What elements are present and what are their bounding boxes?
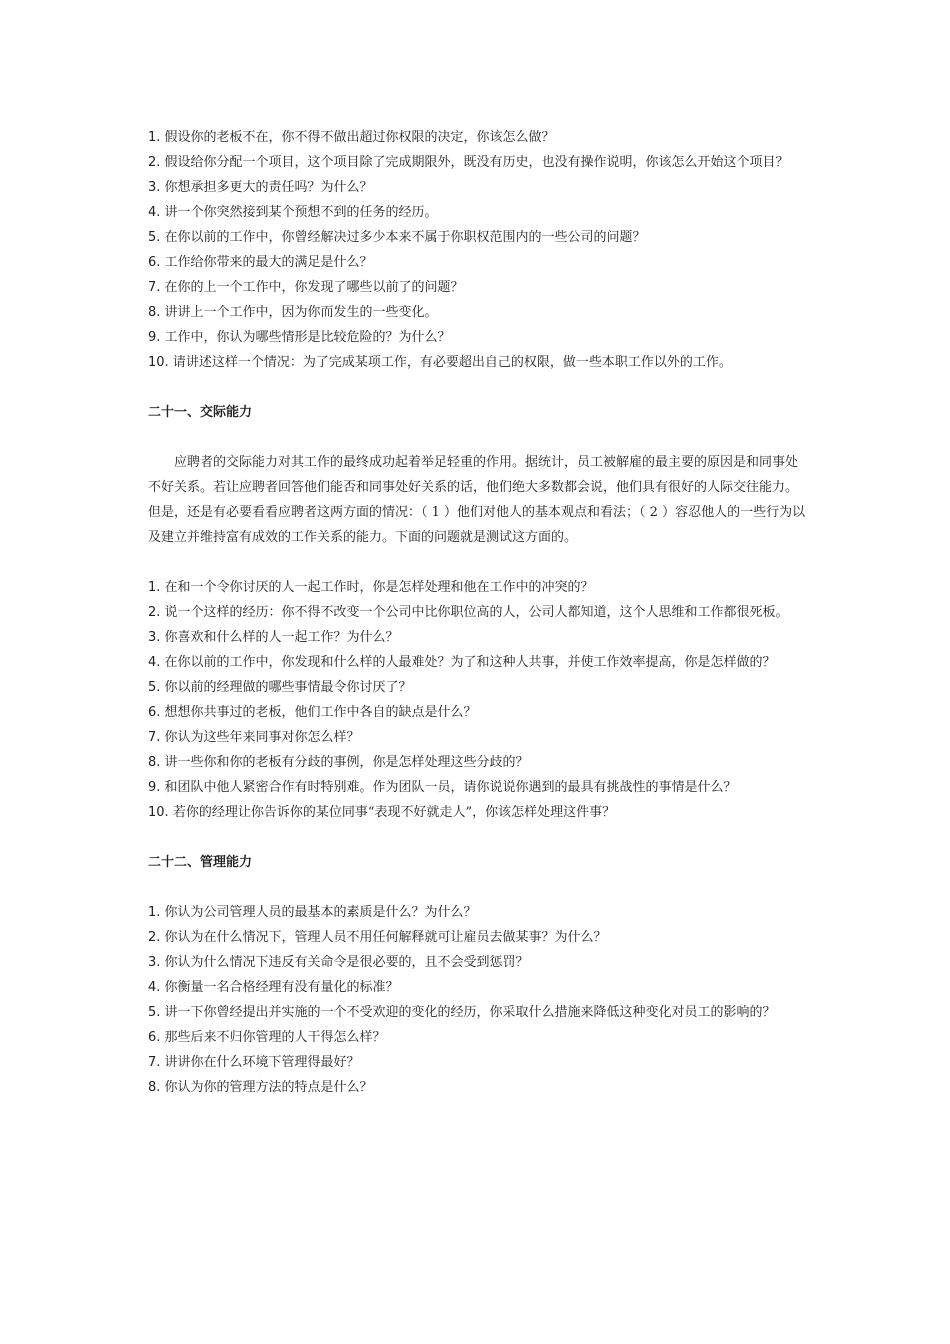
list-item: 4. 在你以前的工作中，你发现和什么样的人最难处？为了和这种人共事，并使工作效率提高，你是怎样做的？ [148, 655, 776, 670]
list-item: 2. 假设给你分配一个项目，这个项目除了完成期限外，既没有历史，也没有操作说明，你该怎么开始这个项目？ [148, 155, 789, 170]
list-item: 1. 假设你的老板不在，你不得不做出超过你权限的决定，你该怎么做？ [148, 130, 555, 145]
list-item: 3. 你认为什么情况下违反有关命令是很必要的，且不会受到惩罚？ [148, 955, 529, 970]
list-item: 8. 讲一些你和你的老板有分歧的事例，你是怎样处理这些分歧的？ [148, 755, 529, 770]
section-heading: 二十一、交际能力 [148, 405, 253, 420]
list-item: 5. 你以前的经理做的哪些事情最令你讨厌了？ [148, 680, 412, 695]
list-item: 4. 讲一个你突然接到某个预想不到的任务的经历。 [148, 205, 438, 220]
section-21-list [148, 575, 808, 825]
list-item: 10. 若你的经理让你告诉你的某位同事“表现不好就走人”，你该怎样处理这件事？ [148, 805, 616, 820]
list-item: 1. 在和一个令你讨厌的人一起工作时，你是怎样处理和他在工作中的冲突的？ [148, 580, 594, 595]
list-item: 5. 讲一下你曾经提出并实施的一个不受欢迎的变化的经历，你采取什么措施来降低这种变化对员工的影响的？ [148, 1005, 776, 1020]
list-item: 6. 那些后来不归你管理的人干得怎么样？ [148, 1030, 386, 1045]
list-item: 8. 讲讲上一个工作中，因为你而发生的一些变化。 [148, 305, 438, 320]
list-item: 7. 讲讲你在什么环境下管理得最好？ [148, 1055, 360, 1070]
list-item: 8. 你认为你的管理方法的特点是什么？ [148, 1080, 373, 1095]
list-item: 9. 和团队中他人紧密合作有时特别难。作为团队一员，请你说说你遇到的最具有挑战性的事情是什么？ [148, 780, 737, 795]
section-intro-paragraph: 应聘者的交际能力对其工作的最终成功起着举足轻重的作用。据统计，员工被解雇的最主要的原因是和同事处不好关系。若让应聘者回答他们能否和同事处好关系的话，他们绝大多数都会说，他们具有很好的人际交往能力。但是，还是有必要看看应聘者这两方面的情况：（ 1 ）他们对他人的基本观点和看法；（ 2 ）容忍他人的一些行为以及建立并维持富有成效的工作关系的能力。下面的问题就是测试这方面的。 [148, 455, 806, 545]
list-item: 3. 你喜欢和什么样的人一起工作？为什么？ [148, 630, 399, 645]
list-item: 10. 请讲述这样一个情况：为了完成某项工作，有必要超出自己的权限，做一些本职工作以外的工作。 [148, 355, 732, 370]
list-item: 4. 你衡量一名合格经理有没有量化的标准？ [148, 980, 399, 995]
section-heading: 二十二、管理能力 [148, 855, 253, 870]
list-item: 3. 你想承担多更大的责任吗？为什么？ [148, 180, 373, 195]
list-item: 7. 在你的上一个工作中，你发现了哪些以前了的问题？ [148, 280, 464, 295]
document-page [148, 125, 808, 1100]
list-item: 1. 你认为公司管理人员的最基本的素质是什么？为什么？ [148, 905, 477, 920]
list-item: 2. 说一个这样的经历：你不得不改变一个公司中比你职位高的人，公司人都知道，这个人思维和工作都很死板。 [148, 605, 789, 620]
section-22-list [148, 900, 808, 1100]
list-item: 7. 你认为这些年来同事对你怎么样？ [148, 730, 360, 745]
list-item: 6. 工作给你带来的最大的满足是什么？ [148, 255, 373, 270]
list-item: 9. 工作中，你认为哪些情形是比较危险的？为什么？ [148, 330, 451, 345]
list-item: 5. 在你以前的工作中，你曾经解决过多少本来不属于你职权范围内的一些公司的问题？ [148, 230, 646, 245]
list-item: 2. 你认为在什么情况下，管理人员不用任何解释就可让雇员去做某事？为什么？ [148, 930, 607, 945]
list-item: 6. 想想你共事过的老板，他们工作中各自的缺点是什么？ [148, 705, 477, 720]
section-20-list [148, 125, 808, 375]
